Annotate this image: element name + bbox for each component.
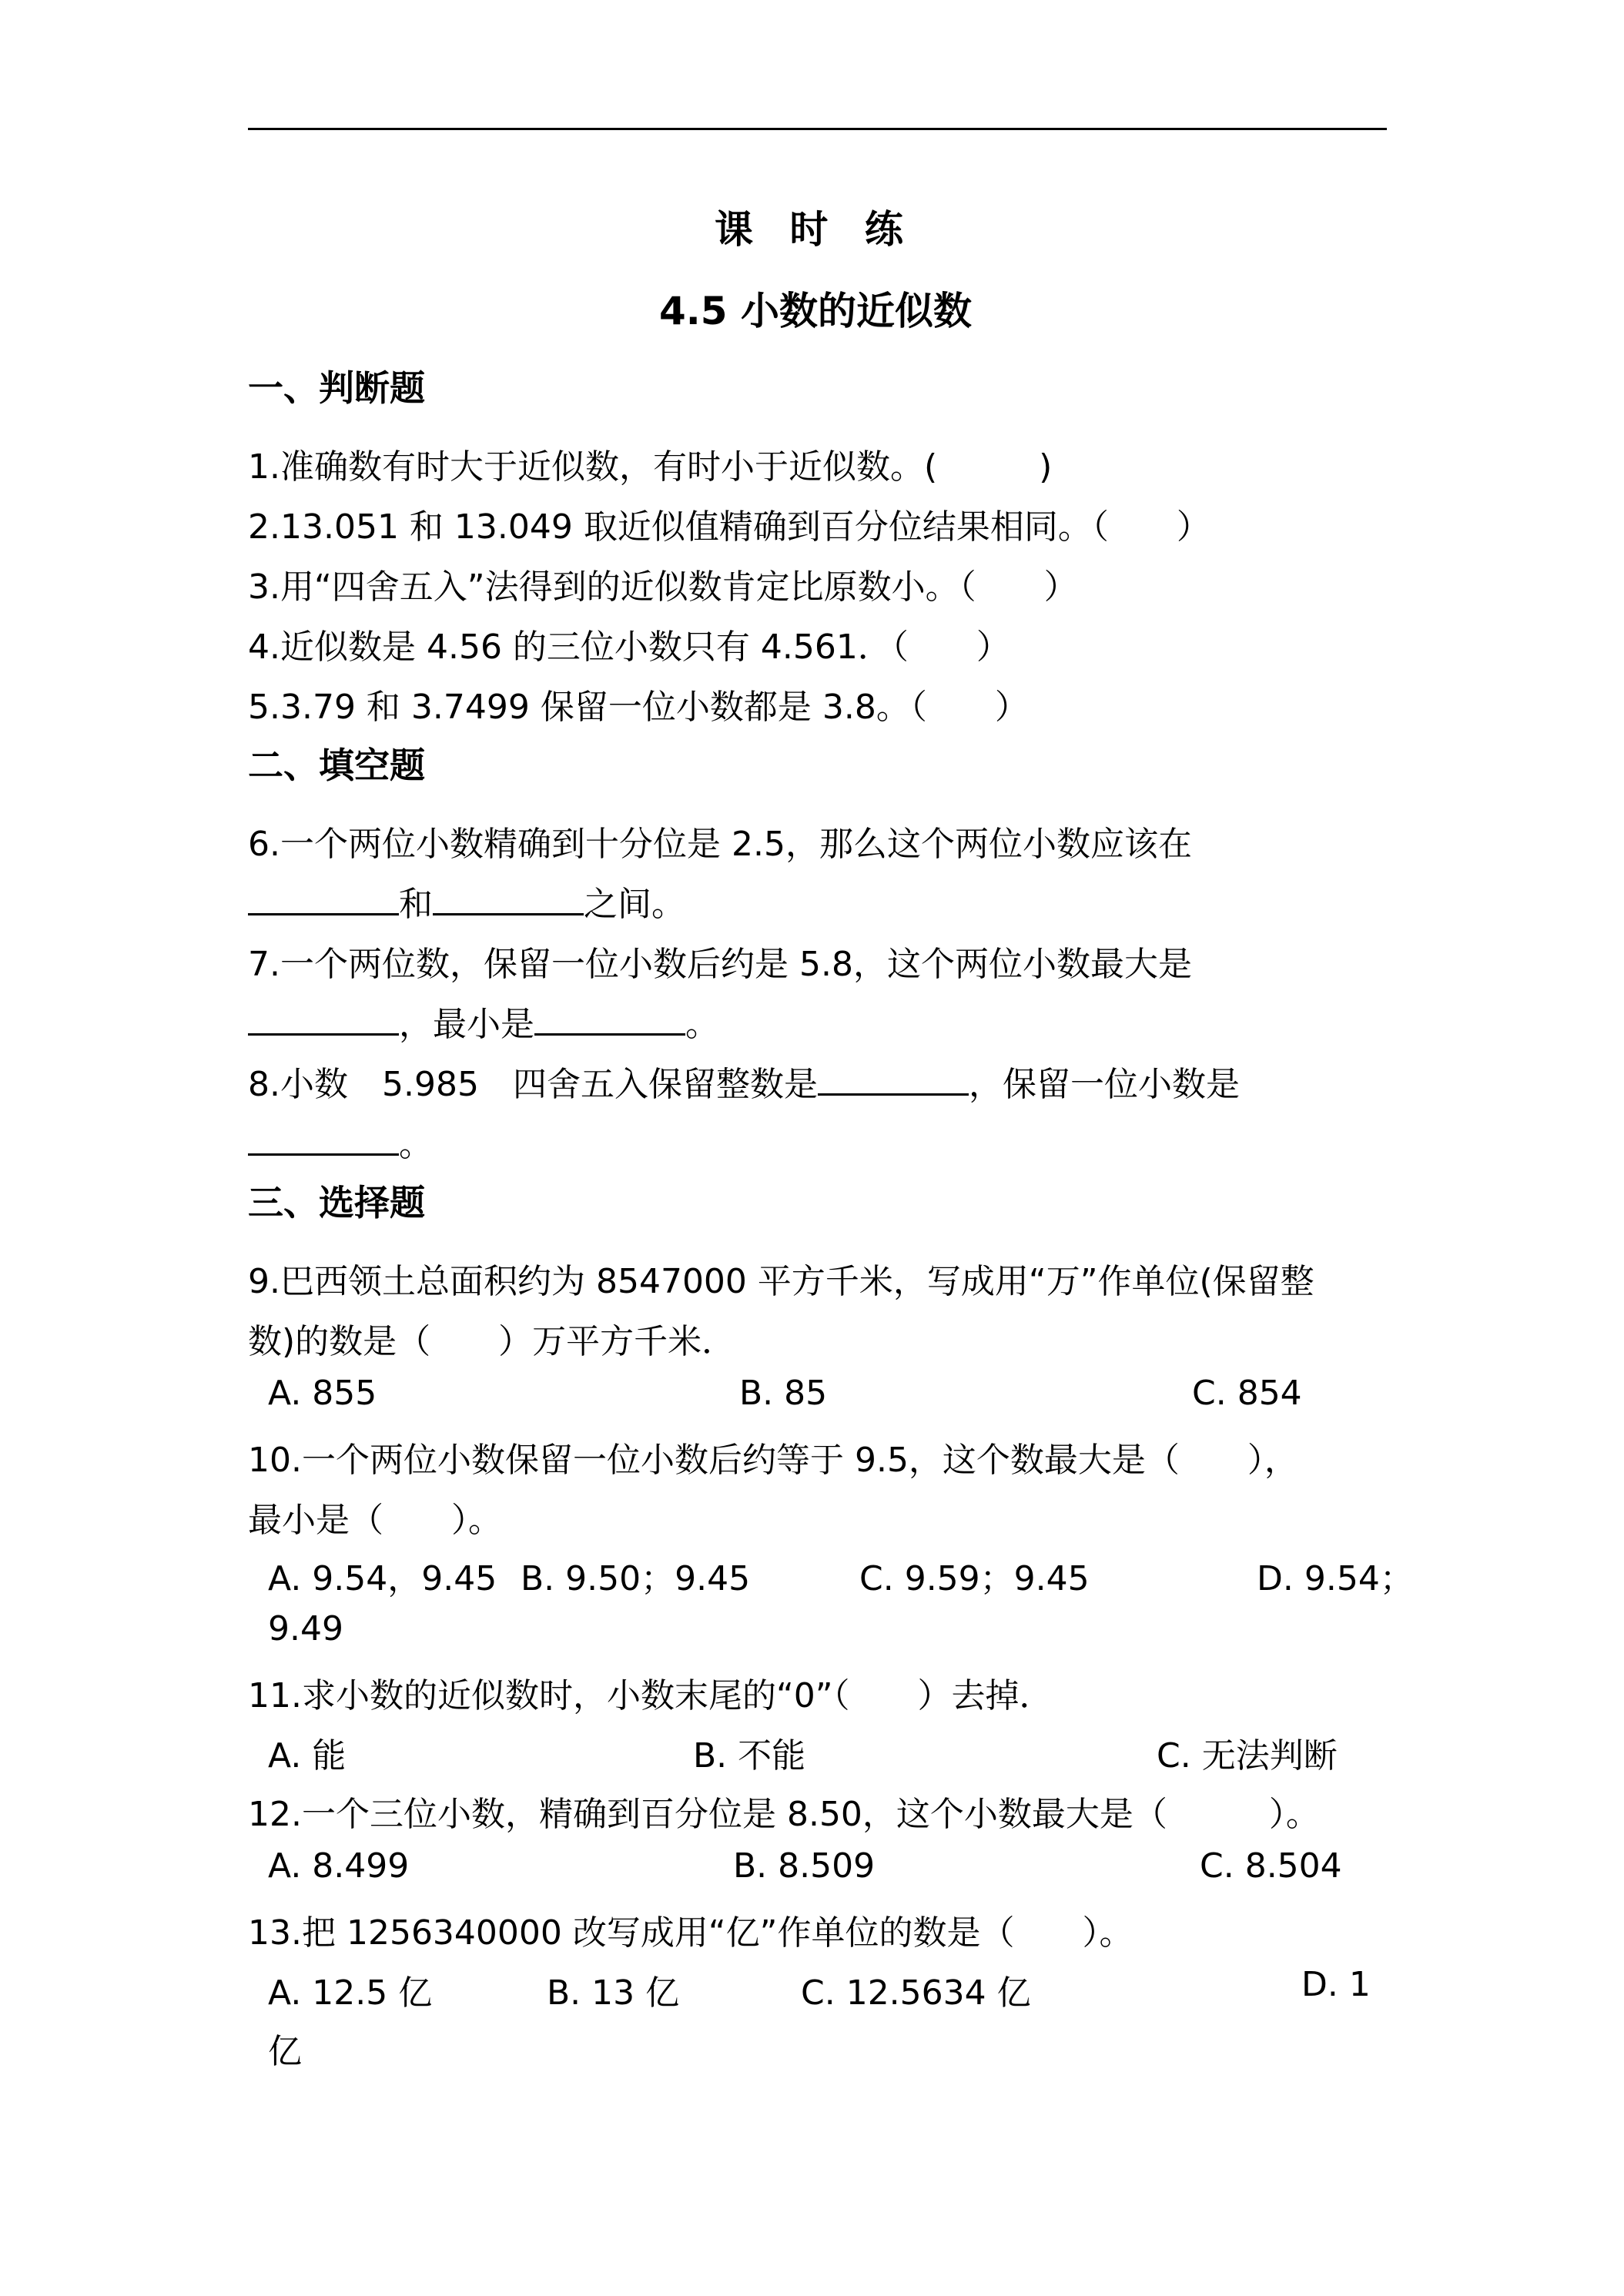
option[interactable]: A. 9.54，9.45 (268, 1559, 497, 1598)
page-subtitle: 4.5 小数的近似数 (659, 289, 972, 333)
option[interactable]: C. 12.5634 亿 (801, 1973, 1031, 2013)
option[interactable]: D. 1 (1301, 1965, 1371, 2004)
option[interactable]: B. 85 (739, 1374, 828, 1413)
option[interactable]: A. 855 (268, 1374, 377, 1413)
question-13-line1: 13.把 1256340000 改写成用“亿”作单位的数是（ ）。 (248, 1913, 1133, 1953)
question-6-line2 (248, 876, 685, 925)
question-2: 2.13.051 和 13.049 取近似值精确到百分位结果相同。（ ） (248, 507, 1210, 547)
answer-blank[interactable] (433, 882, 584, 915)
section-heading-judgement: 一、判断题 (248, 367, 425, 409)
question-8-line1 (248, 1056, 1240, 1106)
question-11-line1: 11.求小数的近似数时，小数末尾的“0”（ ）去掉． (248, 1676, 1053, 1715)
question-1: 1.准确数有时大于近似数，有时小于近似数。( ) (248, 447, 1053, 487)
option[interactable]: C. 9.59；9.45 (859, 1559, 1090, 1598)
question-8-line2 (248, 1116, 433, 1166)
question-6-end: 之间。 (584, 885, 685, 924)
question-7-end: 。 (685, 1005, 719, 1044)
answer-blank[interactable] (248, 1123, 399, 1156)
option[interactable]: A. 12.5 亿 (268, 1973, 433, 2013)
question-3: 3.用“四舍五入”法得到的近似数肯定比原数小。（ ） (248, 567, 1078, 607)
question-6-line1: 6.一个两位小数精确到十分位是 2.5，那么这个两位小数应该在 (248, 825, 1192, 864)
option[interactable]: B. 13 亿 (547, 1973, 680, 2013)
section-heading-choice: 三、选择题 (248, 1182, 425, 1223)
option-wrap: 亿 (268, 2032, 302, 2071)
option[interactable]: A. 8.499 (268, 1846, 410, 1886)
option[interactable]: B. 8.509 (733, 1846, 876, 1886)
option-wrap: 9.49 (268, 1609, 343, 1648)
question-8-mid: ，保留一位小数是 (968, 1065, 1240, 1104)
question-10-line2: 最小是（ ）。 (248, 1501, 502, 1540)
question-7-line1: 7.一个两位数，保留一位小数后约是 5.8，这个两位小数最大是 (248, 945, 1192, 984)
section-heading-fill-blank: 二、填空题 (248, 745, 425, 786)
question-9-line1: 9.巴西领土总面积约为 8547000 平方千米，写成用“万”作单位(保留整 (248, 1262, 1314, 1301)
question-5: 5.3.79 和 3.7499 保留一位小数都是 3.8。（ ） (248, 688, 1029, 727)
header-rule (248, 128, 1387, 130)
question-7-mid: ，最小是 (399, 1005, 534, 1044)
answer-blank[interactable] (248, 1002, 399, 1036)
answer-blank[interactable] (534, 1002, 685, 1036)
page-title: 课 时 练 (715, 207, 903, 252)
answer-blank[interactable] (818, 1063, 969, 1096)
option[interactable]: C. 8.504 (1200, 1846, 1342, 1886)
option[interactable]: A. 能 (268, 1736, 347, 1776)
option[interactable]: C. 854 (1192, 1374, 1302, 1413)
option[interactable]: C. 无法判断 (1157, 1736, 1338, 1776)
question-6-mid: 和 (399, 885, 433, 924)
question-12-line1: 12.一个三位小数，精确到百分位是 8.50，这个小数最大是（ ）。 (248, 1795, 1320, 1834)
question-7-line2 (248, 996, 719, 1046)
question-8-end: 。 (399, 1125, 433, 1164)
option[interactable]: D. 9.54； (1257, 1559, 1414, 1598)
question-9-line2: 数)的数是（ ）万平方千米． (248, 1322, 736, 1361)
answer-blank[interactable] (248, 882, 399, 915)
question-10-line1: 10.一个两位小数保留一位小数后约等于 9.5，这个数最大是（ ）， (248, 1441, 1298, 1480)
option[interactable]: B. 9.50；9.45 (521, 1559, 751, 1598)
question-4: 4.近似数是 4.56 的三位小数只有 4.561．（ ） (248, 628, 1010, 667)
question-8-text: 8.小数 5.985 四舍五入保留整数是 (248, 1065, 818, 1104)
option[interactable]: B. 不能 (693, 1736, 806, 1776)
